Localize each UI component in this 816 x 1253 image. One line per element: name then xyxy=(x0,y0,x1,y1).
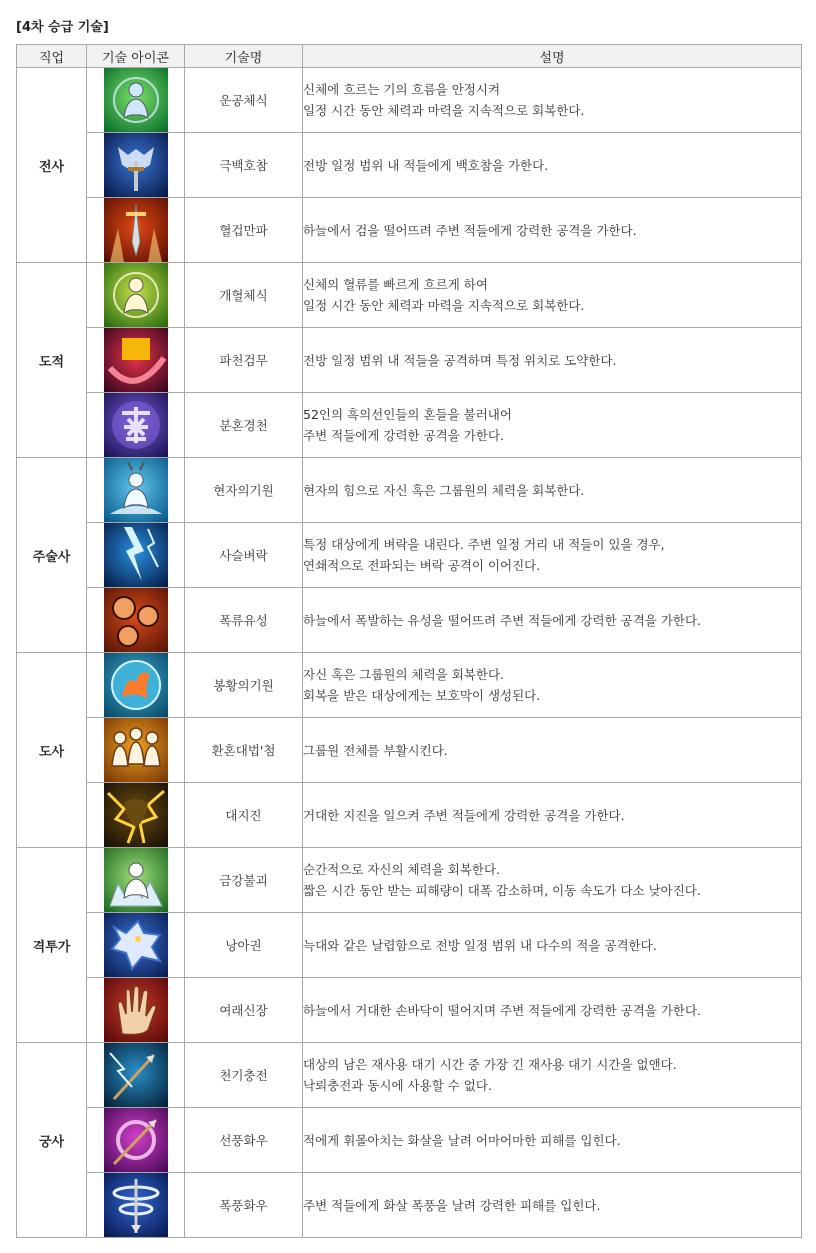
skill-name: 봉황의기원 xyxy=(185,653,303,718)
description-line: 전방 일정 범위 내 적들에게 백호참을 가한다. xyxy=(303,157,549,173)
page-title: [4차 승급 기술] xyxy=(16,20,109,35)
skill-name: 선풍화우 xyxy=(185,1108,303,1173)
table-row xyxy=(17,1043,802,1108)
storm-arrow-icon xyxy=(104,1173,168,1237)
skill-description xyxy=(303,263,802,328)
crystal-figure-icon xyxy=(104,848,168,912)
table-row xyxy=(17,458,802,523)
kill-glyph-icon xyxy=(104,393,168,457)
skill-icon-cell xyxy=(87,653,185,718)
description-line: 일정 시간 동안 체력과 마력을 지속적으로 회복한다. xyxy=(303,298,585,313)
skill-description xyxy=(303,653,802,718)
skill-name: 사슬벼락 xyxy=(185,523,303,588)
description-line: 52인의 흑의선인들의 혼들을 불러내어 xyxy=(303,407,512,422)
class-name-cell: 주술사 xyxy=(17,458,87,653)
skill-description xyxy=(303,458,802,523)
lightning-arrow-icon xyxy=(104,1043,168,1107)
skill-description xyxy=(303,1173,802,1238)
wolf-head-icon xyxy=(104,913,168,977)
table-row xyxy=(17,913,802,978)
table-row xyxy=(17,68,802,133)
table-row xyxy=(17,783,802,848)
header-description: 설명 xyxy=(303,45,802,68)
table-row xyxy=(17,1108,802,1173)
header-skill-icon: 기술 아이콘 xyxy=(87,45,185,68)
skill-icon-cell xyxy=(87,523,185,588)
skill-description xyxy=(303,718,802,783)
description-line: 일정 시간 동안 체력과 마력을 지속적으로 회복한다. xyxy=(303,103,585,118)
table-row xyxy=(17,133,802,198)
earthquake-icon xyxy=(104,783,168,847)
description-line: 특정 대상에게 벼락을 내린다. 주변 일정 거리 내 적들이 있을 경우, xyxy=(303,537,665,552)
skill-name: 분혼경천 xyxy=(185,393,303,458)
skill-name: 극백호참 xyxy=(185,133,303,198)
description-line: 연쇄적으로 전파되는 벼락 공격이 이어진다. xyxy=(303,558,541,573)
skill-icon-cell xyxy=(87,848,185,913)
table-row xyxy=(17,393,802,458)
spiral-arrow-icon xyxy=(104,1108,168,1172)
skill-icon-cell xyxy=(87,1173,185,1238)
skill-name: 혈겁만파 xyxy=(185,198,303,263)
skill-description xyxy=(303,783,802,848)
description-line: 적에게 휘몰아치는 화살을 날려 어마어마한 피해를 입힌다. xyxy=(303,1132,621,1148)
description-line: 회복을 받은 대상에게는 보호막이 생성된다. xyxy=(303,688,541,703)
skills-table-body xyxy=(17,68,802,1238)
skill-name: 파천검무 xyxy=(185,328,303,393)
description-line: 대상의 남은 재사용 대기 시간 중 가장 긴 재사용 대기 시간을 없앤다. xyxy=(303,1057,677,1072)
description-line: 짧은 시간 동안 받는 피해량이 대폭 감소하며, 이동 속도가 다소 낮아진다. xyxy=(303,883,701,898)
header-skill-name: 기술명 xyxy=(185,45,303,68)
table-row xyxy=(17,198,802,263)
skill-description xyxy=(303,978,802,1043)
description-line: 낙뢰충전과 동시에 사용할 수 없다. xyxy=(303,1078,492,1093)
skill-icon-cell xyxy=(87,393,185,458)
skill-description xyxy=(303,328,802,393)
skill-name: 운공체식 xyxy=(185,68,303,133)
description-line: 하늘에서 거대한 손바닥이 떨어지며 주변 적들에게 강력한 공격을 가한다. xyxy=(303,1002,702,1018)
description-line: 하늘에서 폭발하는 유성을 떨어뜨려 주변 적들에게 강력한 공격을 가한다. xyxy=(303,612,702,628)
skill-name: 환혼대법'첨 xyxy=(185,718,303,783)
skill-description xyxy=(303,133,802,198)
skills-table xyxy=(16,44,802,1238)
skill-icon-cell xyxy=(87,1108,185,1173)
description-line: 자신 혹은 그룹원의 체력을 회복한다. xyxy=(303,667,504,682)
skill-description xyxy=(303,68,802,133)
table-row xyxy=(17,848,802,913)
skill-name: 현자의기원 xyxy=(185,458,303,523)
skill-icon-cell xyxy=(87,263,185,328)
skill-description xyxy=(303,523,802,588)
description-line: 늑대와 같은 날렵함으로 전방 일정 범위 내 다수의 적을 공격한다. xyxy=(303,937,657,953)
description-line: 신체에 흐르는 기의 흐름을 안정시켜 xyxy=(303,82,501,97)
table-row xyxy=(17,718,802,783)
header-class: 직업 xyxy=(17,45,87,68)
description-line: 그룹원 전체를 부활시킨다. xyxy=(303,742,448,758)
white-tiger-sword-icon xyxy=(104,133,168,197)
meteor-icon xyxy=(104,588,168,652)
class-name-cell: 전사 xyxy=(17,68,87,263)
falling-sword-icon xyxy=(104,198,168,262)
description-line: 거대한 지진을 일으켜 주변 적들에게 강력한 공격을 가한다. xyxy=(303,807,625,823)
skill-icon-cell xyxy=(87,588,185,653)
class-name-cell: 도적 xyxy=(17,263,87,458)
skill-icon-cell xyxy=(87,328,185,393)
table-row xyxy=(17,1173,802,1238)
skill-description xyxy=(303,588,802,653)
skill-description xyxy=(303,393,802,458)
skill-name: 천기충전 xyxy=(185,1043,303,1108)
giant-palm-icon xyxy=(104,978,168,1042)
description-line: 하늘에서 검을 떨어뜨려 주변 적들에게 강력한 공격을 가한다. xyxy=(303,222,637,238)
skill-icon-cell xyxy=(87,913,185,978)
meditating-figure-icon xyxy=(104,68,168,132)
table-row xyxy=(17,263,802,328)
skill-icon-cell xyxy=(87,718,185,783)
three-figures-icon xyxy=(104,718,168,782)
description-line: 전방 일정 범위 내 적들을 공격하며 특정 위치로 도약한다. xyxy=(303,352,617,368)
class-name-cell: 궁사 xyxy=(17,1043,87,1238)
skill-description xyxy=(303,913,802,978)
table-row xyxy=(17,978,802,1043)
skill-icon-cell xyxy=(87,133,185,198)
skill-icon-cell xyxy=(87,198,185,263)
skill-icon-cell xyxy=(87,978,185,1043)
phoenix-orb-icon xyxy=(104,653,168,717)
description-line: 현자의 힘으로 자신 혹은 그룹원의 체력을 회복한다. xyxy=(303,482,585,498)
table-row xyxy=(17,653,802,718)
skill-name: 폭류유성 xyxy=(185,588,303,653)
description-line: 신체의 혈류를 빠르게 흐르게 하여 xyxy=(303,277,488,292)
description-line: 주변 적들에게 강력한 공격을 가한다. xyxy=(303,428,504,443)
meditating-figure-icon xyxy=(104,263,168,327)
table-row xyxy=(17,588,802,653)
skill-name: 개혈체식 xyxy=(185,263,303,328)
sword-dance-icon xyxy=(104,328,168,392)
skill-name: 금강불괴 xyxy=(185,848,303,913)
description-line: 순간적으로 자신의 체력을 회복한다. xyxy=(303,862,501,877)
chain-lightning-icon xyxy=(104,523,168,587)
class-name-cell: 격투가 xyxy=(17,848,87,1043)
skill-icon-cell xyxy=(87,68,185,133)
skill-description xyxy=(303,1108,802,1173)
table-row xyxy=(17,523,802,588)
class-name-cell: 도사 xyxy=(17,653,87,848)
skill-icon-cell xyxy=(87,458,185,523)
skill-name: 폭풍화우 xyxy=(185,1173,303,1238)
skill-name: 여래신장 xyxy=(185,978,303,1043)
description-line: 주변 적들에게 화살 폭풍을 날려 강력한 피해를 입힌다. xyxy=(303,1197,601,1213)
sage-figure-icon xyxy=(104,458,168,522)
skill-name: 낭아권 xyxy=(185,913,303,978)
skill-description xyxy=(303,848,802,913)
skill-name: 대지진 xyxy=(185,783,303,848)
skill-description xyxy=(303,198,802,263)
skill-description xyxy=(303,1043,802,1108)
table-row xyxy=(17,328,802,393)
table-header-row xyxy=(17,45,802,68)
skill-icon-cell xyxy=(87,783,185,848)
skill-icon-cell xyxy=(87,1043,185,1108)
